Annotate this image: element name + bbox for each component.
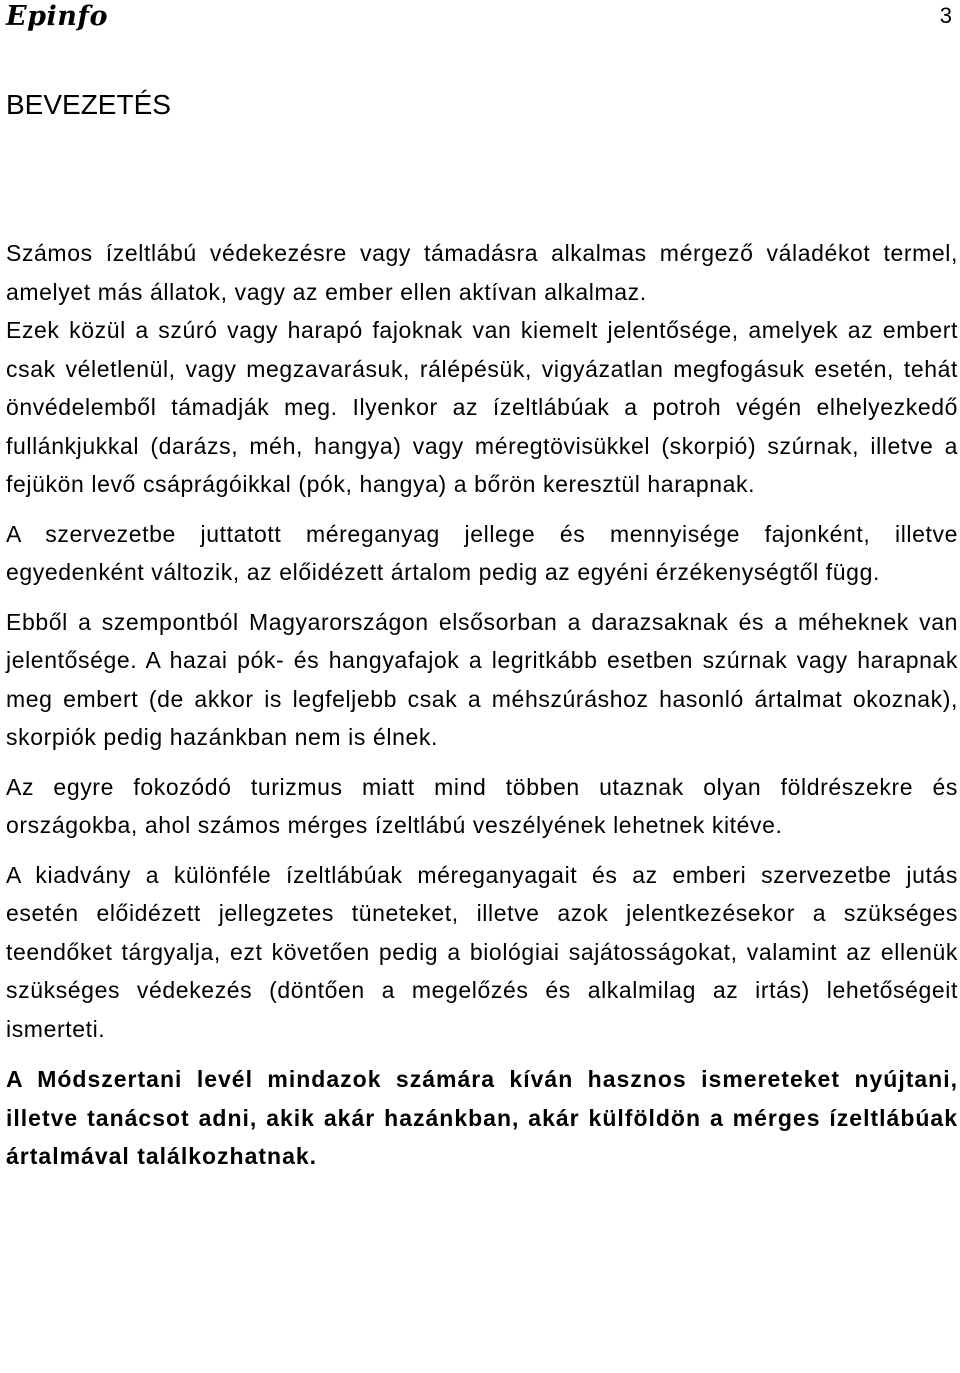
- epinfo-logo: Epinfo: [6, 1, 108, 32]
- paragraph-3: A szervezetbe juttatott méreganyag jellege és mennyisége fajonként, illetve egyedenként változik, az előidézett ártalom pedig az egyéni érzékenységtől függ.: [6, 520, 958, 585]
- document-body: [6, 234, 958, 1176]
- paragraph-2: Ezek közül a szúró vagy harapó fajoknak van kiemelt jelentősége, amelyek az embert csak véletlenül, vagy megzavarásuk, rálépésük, vigyázatlan megfogásuk esetén, tehát önvédelemből támadják meg. Ilyenkor az ízeltlábúak a potroh végén elhelyezkedő fullánkjukkal (darázs, méh, hangya) vagy méregtövisükkel (skorpió) szúrnak, illetve a fejükön levő csáprágóikkal (pók, hangya) a bőrön keresztül harapnak.: [6, 317, 958, 497]
- page-number: 3: [939, 3, 952, 28]
- page-header: [0, 0, 960, 40]
- section-heading: BEVEZETÉS: [6, 89, 171, 120]
- paragraph-7-bold: A Módszertani levél mindazok számára kíván hasznos ismereteket nyújtani, illetve tanácsot adni, akik akár hazánkban, akár külföldön a mérges ízeltlábúak ártalmával találkozhatnak.: [6, 1066, 958, 1169]
- paragraph-4: Ebből a szempontból Magyarországon elsősorban a darazsaknak és a méheknek van jelentősége. A hazai pók- és hangyafajok a legritkább esetben szúrnak vagy harapnak meg embert (de akkor is legfeljebb csak a méhszúráshoz hasonló ártalmat okoznak), skorpiók pedig hazánkban nem is élnek.: [6, 608, 958, 750]
- paragraph-6: A kiadvány a különféle ízeltlábúak méreganyagait és az emberi szervezetbe jutás esetén előidézett jellegzetes tüneteket, illetve azok jelentkezésekor a szükséges teendőket tárgyalja, ezt követően pedig a biológiai sajátosságokat, valamint az ellenük szükséges védekezés (döntően a megelőzés és alkalmilag az irtás) lehetőségeit ismerteti.: [6, 861, 958, 1042]
- paragraph-5: Az egyre fokozódó turizmus miatt mind többen utaznak olyan földrészekre és országokba, ahol számos mérges ízeltlábú veszélyének lehetnek kitéve.: [6, 773, 958, 838]
- paragraph-1: Számos ízeltlábú védekezésre vagy támadásra alkalmas mérgező váladékot termel, amelyet más állatok, vagy az ember ellen aktívan alkalmaz.: [6, 240, 958, 305]
